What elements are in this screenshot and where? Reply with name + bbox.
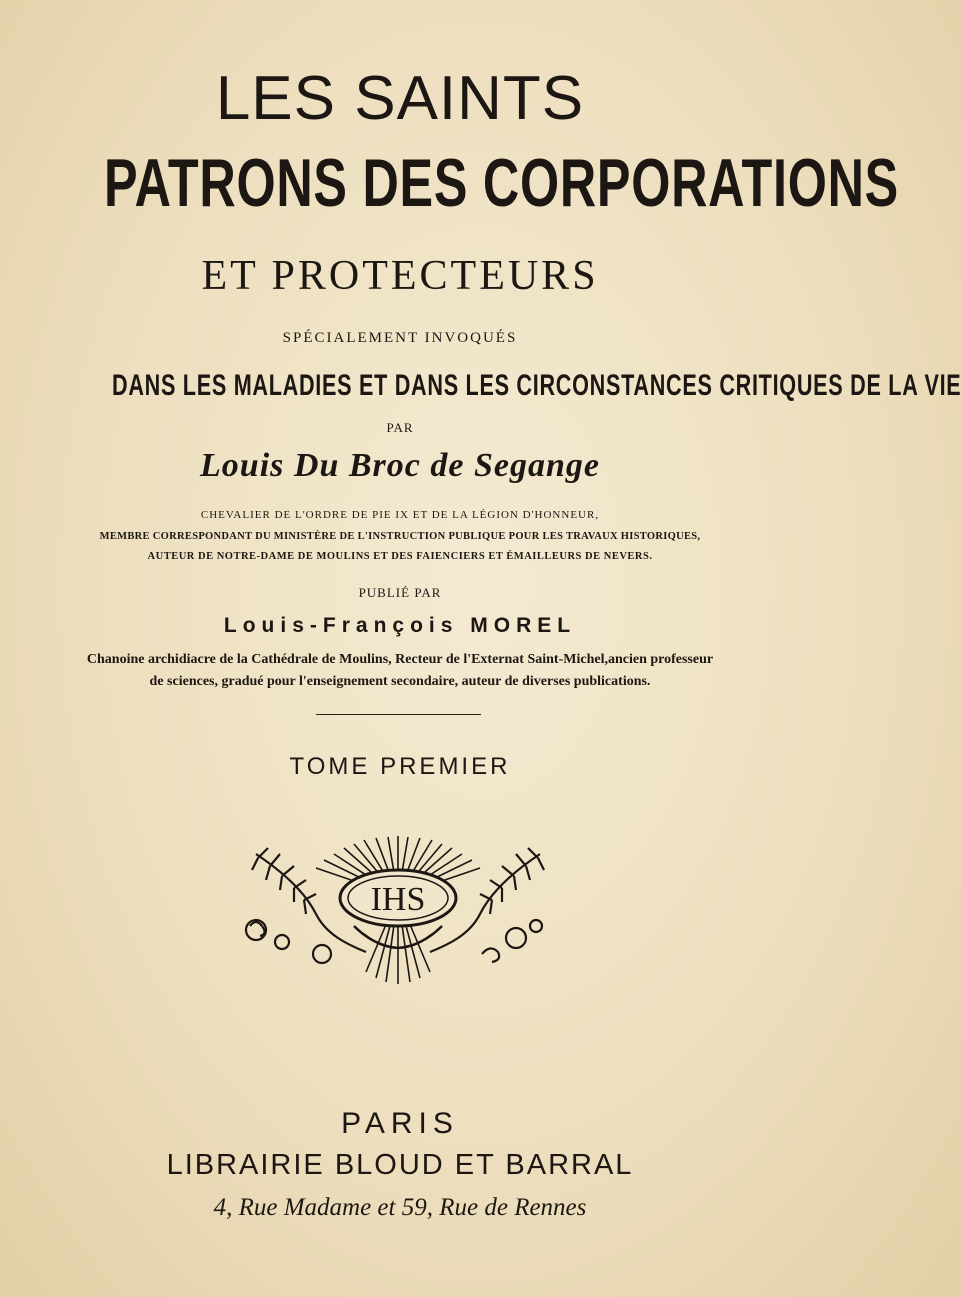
ihs-emblem-icon <box>236 834 560 994</box>
title-line-3: ET PROTECTEURS <box>201 253 599 299</box>
publie-par-label: PUBLIÉ PAR <box>358 585 442 600</box>
city: PARIS <box>341 1107 459 1140</box>
author-title-2: MEMBRE CORRESPONDANT DU MINISTÈRE DE L'INSTRUCTION PUBLIQUE POUR LES TRAVAUX HISTORIQUES, <box>99 531 701 542</box>
title-line-1: LES SAINTS <box>215 64 585 133</box>
emblem-text: IHS <box>370 881 426 918</box>
subtitle-line-2: DANS LES MALADIES ET DANS LES CIRCONSTANCES CRITIQUES DE LA VIE <box>112 369 961 402</box>
editor-name: Louis-François MOREL <box>223 614 577 637</box>
publisher: LIBRAIRIE BLOUD ET BARRAL <box>166 1149 634 1181</box>
title-line-2: PATRONS DES CORPORATIONS <box>104 145 899 221</box>
editor-title-1: Chanoine archidiacre de la Cathédrale de Moulins, Recteur de l'Externat Saint-Michel,ancien professeur <box>86 652 714 667</box>
volume-label: TOME PREMIER <box>289 753 511 780</box>
subtitle-line-1: SPÉCIALEMENT INVOQUÉS <box>282 330 518 346</box>
publisher-address: 4, Rue Madame et 59, Rue de Rennes <box>213 1194 587 1221</box>
author-name: Louis Du Broc de Segange <box>200 447 600 484</box>
author-title-3: AUTEUR DE NOTRE-DAME DE MOULINS ET DES FAIENCIERS ET ÉMAILLEURS DE NEVERS. <box>147 551 653 562</box>
divider-rule <box>316 714 481 715</box>
par-label: PAR <box>386 420 414 435</box>
editor-title-2: de sciences, gradué pour l'enseignement secondaire, auteur de diverses publications. <box>149 674 651 689</box>
author-title-1: CHEVALIER DE L'ORDRE DE PIE IX ET DE LA LÉGION D'HONNEUR, <box>200 509 600 521</box>
